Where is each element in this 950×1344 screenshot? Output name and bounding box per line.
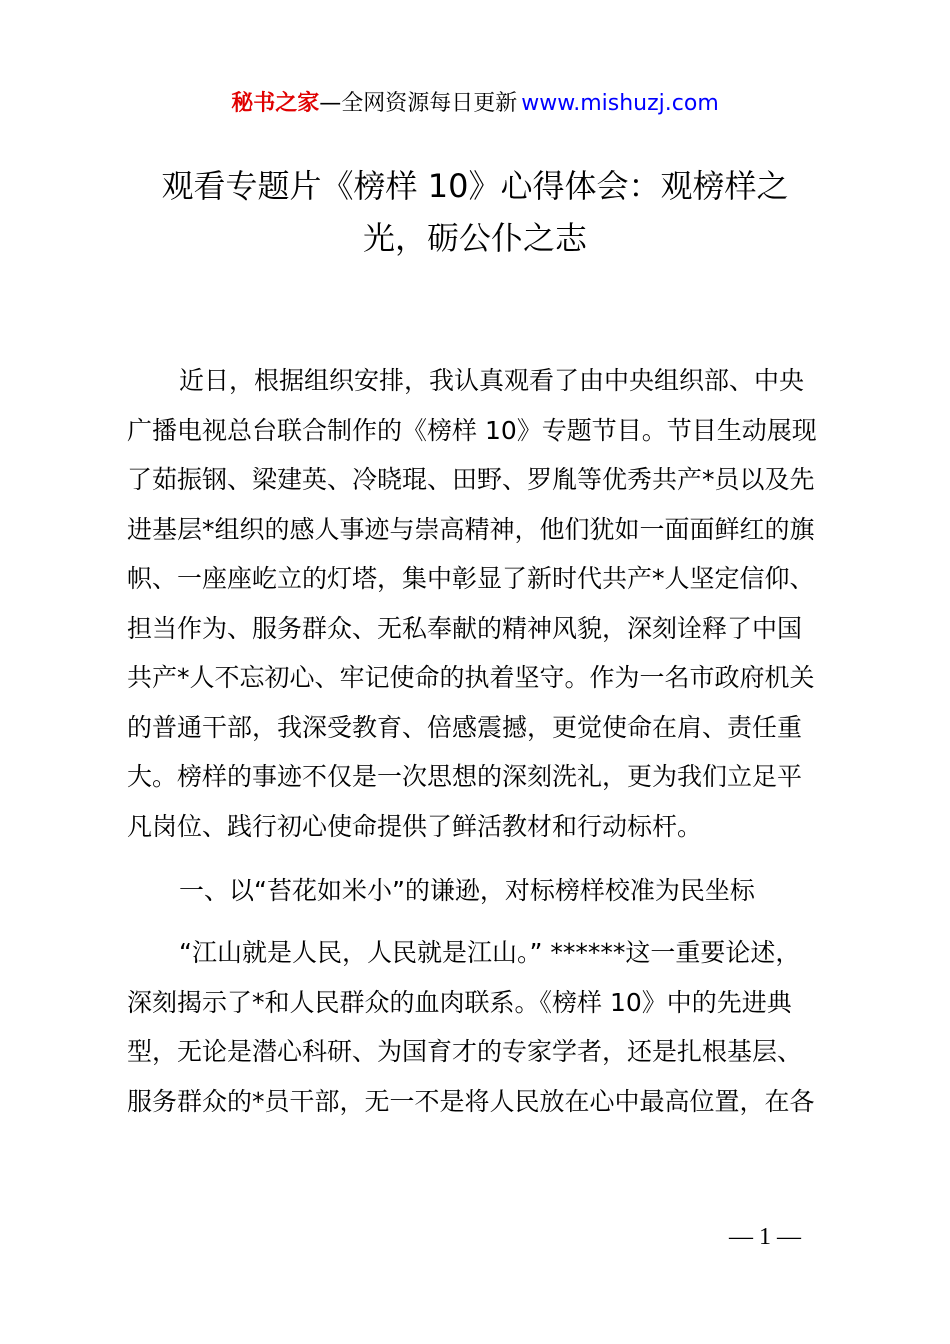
paragraph-line: 共产*人不忘初心、牢记使命的执着坚守。作为一名市政府机关 <box>127 663 815 692</box>
site-url-link[interactable]: www.mishuzj.com <box>521 91 719 116</box>
paragraph-line: 进基层*组织的感人事迹与崇高精神，他们犹如一面面鲜红的旗 <box>127 514 815 544</box>
section-heading-1: 一、以“苔花如米小”的谦逊，对标榜样校准为民坐标 <box>179 876 755 905</box>
paragraph-line: 型，无论是潜心科研、为国育才的专家学者，还是扎根基层、 <box>127 1037 803 1066</box>
document-title <box>0 160 950 264</box>
paragraph-line: 了茹振钢、梁建英、冷晓琨、田野、罗胤等优秀共产*员以及先 <box>127 465 815 494</box>
title-line-1: 观看专题片《榜样 10》心得体会：观榜样之 <box>161 167 789 205</box>
site-header <box>0 88 950 120</box>
paragraph-line: 服务群众的*员干部，无一不是将人民放在心中最高位置，在各 <box>127 1086 815 1116</box>
paragraph-1 <box>127 356 833 851</box>
paragraph-line: 担当作为、服务群众、无私奉献的精神风貌，深刻诠释了中国 <box>127 613 803 643</box>
site-brand: 秘书之家 <box>231 91 320 116</box>
title-line-2: 光，砺公仆之志 <box>362 219 587 257</box>
paragraph-line: 近日，根据组织安排，我认真观看了由中央组织部、中央 <box>179 366 805 395</box>
paragraph-line: 的普通干部，我深受教育、倍感震撼，更觉使命在肩、责任重 <box>127 712 803 742</box>
page-number: — 1 — <box>729 1224 801 1250</box>
paragraph-2 <box>127 928 833 1126</box>
paragraph-line: “江山就是人民，人民就是江山。” ******这一重要论述， <box>179 938 801 967</box>
paragraph-line: 帜、一座座屹立的灯塔，集中彰显了新时代共产*人坚定信仰、 <box>127 564 815 593</box>
paragraph-line: 凡岗位、践行初心使命提供了鲜活教材和行动标杆。 <box>127 811 703 841</box>
site-tagline: —全网资源每日更新 <box>319 91 518 116</box>
paragraph-line: 大。榜样的事迹不仅是一次思想的深刻洗礼，更为我们立足平 <box>127 762 803 791</box>
paragraph-line: 深刻揭示了*和人民群众的血肉联系。《榜样 10》中的先进典 <box>127 987 792 1017</box>
paragraph-line: 广播电视总台联合制作的《榜样 10》专题节目。节目生动展现 <box>127 415 817 445</box>
